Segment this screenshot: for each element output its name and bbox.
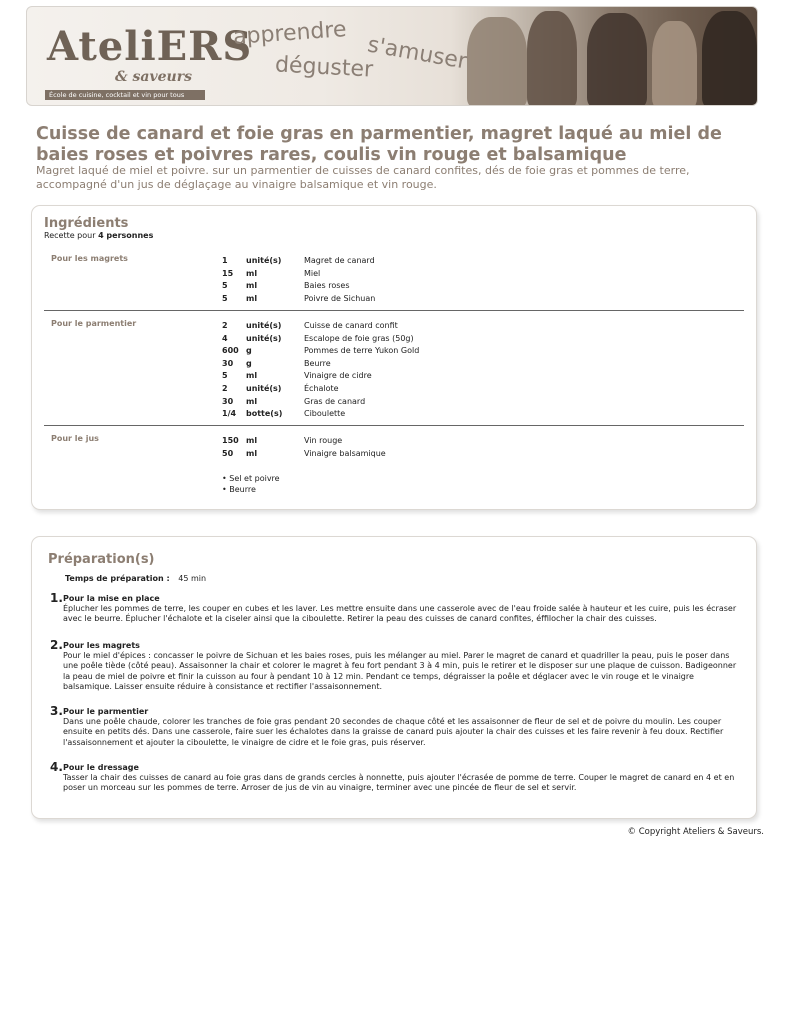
kitchen-photo <box>652 21 697 106</box>
step-number: 1. <box>50 591 63 605</box>
ingredient-unit: botte(s) <box>246 409 283 419</box>
ingredient-unit: ml <box>246 371 258 381</box>
ingredient-qty: 2 <box>222 383 228 393</box>
ingredient-unit: unité(s) <box>246 256 282 265</box>
ingredient-qty: 30 <box>222 358 234 368</box>
ingredient-row <box>222 358 504 371</box>
ingredient-qty: 150 <box>222 436 239 445</box>
servings-value: 4 personnes <box>98 231 154 240</box>
ingredient-row <box>222 293 504 306</box>
step-title: Pour le dressage <box>63 763 139 772</box>
ingredient-row <box>222 370 504 383</box>
ingredient-name: Beurre <box>304 358 331 368</box>
kitchen-photo <box>587 13 647 106</box>
ingredient-qty: 1 <box>222 256 228 265</box>
ingredient-name: Pommes de terre Yukon Gold <box>304 346 420 356</box>
ingredients-box <box>31 205 757 510</box>
preparation-box <box>31 536 757 819</box>
kitchen-photo <box>702 11 757 106</box>
ingredient-name: Baies roses <box>304 281 350 291</box>
ingredient-name: Escalope de foie gras (50g) <box>304 333 414 343</box>
ingredient-unit: g <box>246 346 252 356</box>
ingredient-row <box>222 408 504 421</box>
preparation-heading: Préparation(s) <box>48 552 155 567</box>
ingredient-row <box>222 333 504 346</box>
ingredient-qty: 5 <box>222 281 228 291</box>
ingredient-qty: 15 <box>222 268 234 278</box>
ingredient-name: Vin rouge <box>304 436 343 445</box>
ingredient-unit: unité(s) <box>246 383 282 393</box>
ingredient-row <box>222 320 504 333</box>
ingredient-row <box>222 280 504 293</box>
prep-time <box>65 574 206 583</box>
section-divider <box>44 425 744 426</box>
step-number: 4. <box>50 760 63 774</box>
ingredient-unit: ml <box>246 281 258 291</box>
ingredient-qty: 5 <box>222 371 228 381</box>
tagline-deguster: déguster <box>274 52 374 83</box>
step-title: Pour les magrets <box>63 641 140 650</box>
servings-prefix: Recette pour <box>44 231 96 240</box>
step-text: Dans une poêle chaude, colorer les tranches de foie gras pendant 20 secondes de chaque côté et les assaisonner de fleur de sel et de poivre du moulin. Les couper ensuite en petits dés. Dans une casserole, faire suer les échalotes dans la graisse de canard puis ajouter la chair des cuisses et les faire revenir à feu doux. Rectifier l'assaisonnement et ajouter la ciboulette, le vinaigre de cidre et le foie gras, puis réserver. <box>63 717 724 747</box>
ingredient-unit: unité(s) <box>246 321 282 330</box>
copyright-notice: © Copyright Ateliers & Saveurs. <box>627 827 764 837</box>
step-text: Tasser la chair des cuisses de canard au foie gras dans de grands cercles à nonnette, puis ajouter l'écrasée de pomme de terre. Couper le magret de canard en 4 et en poser un morceau sur les pommes de terre. Arroser de jus de vin au vinaigre, terminer avec une pincée de fleur de sel et servir. <box>63 773 735 793</box>
step-number: 3. <box>50 704 63 718</box>
site-banner <box>26 6 758 106</box>
section-label: Pour les magrets <box>51 254 128 263</box>
step-title: Pour la mise en place <box>63 594 160 603</box>
extra-ingredients <box>222 474 280 495</box>
ingredient-row <box>222 396 504 409</box>
ingredient-name: Gras de canard <box>304 396 366 406</box>
servings-line <box>44 231 153 240</box>
tagline-samuser: s'amuser <box>365 32 469 75</box>
ingredient-row <box>222 255 504 268</box>
recipe-title: Cuisse de canard et foie gras en parmentier, magret laqué au miel de baies roses et poivres rares, coulis vin rouge et balsamique <box>36 124 722 165</box>
step-number: 2. <box>50 638 63 652</box>
ingredient-qty: 30 <box>222 396 234 406</box>
ingredient-name: Miel <box>304 268 321 278</box>
ingredient-row <box>222 345 504 358</box>
ingredient-name: Poivre de Sichuan <box>304 293 376 303</box>
ingredient-unit: ml <box>246 268 258 278</box>
ingredient-qty: 4 <box>222 333 228 343</box>
ingredient-row <box>222 448 504 461</box>
ingredient-qty: 1/4 <box>222 409 237 419</box>
prep-time-value: 45 min <box>178 574 207 583</box>
recipe-subtitle: Magret laqué de miel et poivre. sur un parmentier de cuisses de canard confites, dés de foie gras et pommes de terre, accompagné d'un jus de déglaçage au vinaigre balsamique et vin rouge. <box>36 164 690 191</box>
kitchen-photo <box>467 17 527 106</box>
ingredients-heading: Ingrédients <box>44 216 129 231</box>
ingredient-name: Échalote <box>304 383 339 393</box>
ingredient-qty: 600 <box>222 346 239 356</box>
list-item: • Beurre <box>222 484 256 494</box>
ingredient-unit: ml <box>246 293 258 303</box>
kitchen-photo <box>527 11 577 106</box>
step-text: Pour le miel d'épices : concasser le poivre de Sichuan et les baies roses, puis les mélanger au miel. Parer le magret de canard et quadriller la peau, puis le poser dans une poêle tiède (côté peau). Assaisonner la chair et colorer le magret à feu fort pendant 3 à 4 min, puis le retirer et le disposer sur une plaque de cuisson. Badigeonner la peau de miel de poivre et finir la cuisson au four à pendant 10 à 12 min. Pendant ce temps, dégraisser la poêle et déglacer avec le vin rouge et le vinaigre balsamique. Laisser ensuite réduire à consistance et rectifier l'assaisonnement. <box>63 651 737 691</box>
ingredient-unit: unité(s) <box>246 333 282 343</box>
ingredient-unit: ml <box>246 436 258 445</box>
section-divider <box>44 310 744 311</box>
ingredient-name: Vinaigre de cidre <box>304 371 372 381</box>
section-label: Pour le jus <box>51 434 99 443</box>
ingredient-row <box>222 435 504 448</box>
tagline-apprendre: apprendre <box>232 17 348 50</box>
logo-subtitle: & saveurs <box>115 69 192 85</box>
list-item: • Sel et poivre <box>222 474 280 483</box>
step-title: Pour le parmentier <box>63 707 149 716</box>
prep-time-label: Temps de préparation : <box>65 574 170 583</box>
ingredient-unit: g <box>246 358 252 368</box>
ingredient-qty: 50 <box>222 448 234 458</box>
ingredient-name: Ciboulette <box>304 409 346 419</box>
ingredient-qty: 2 <box>222 321 228 330</box>
section-label: Pour le parmentier <box>51 319 137 328</box>
ingredient-name: Cuisse de canard confit <box>304 321 398 330</box>
ingredient-row <box>222 268 504 281</box>
step-text: Éplucher les pommes de terre, les couper en cubes et les laver. Les mettre ensuite dans une casserole avec de l'eau froide salée à hauteur et les cuire, puis les écraser avec le beurre. Éplucher l'échalote et la ciseler ainsi que la ciboulette. Retirer la peau des cuisses de canard confites, éffilocher la chair des cuisses. <box>63 604 737 624</box>
ingredient-name: Magret de canard <box>304 256 375 265</box>
ingredient-unit: ml <box>246 448 258 458</box>
site-logo[interactable]: AteliERS <box>47 23 253 70</box>
logo-tagline: École de cuisine, cocktail et vin pour tous <box>45 90 205 100</box>
ingredient-unit: ml <box>246 396 258 406</box>
ingredient-qty: 5 <box>222 293 228 303</box>
ingredient-row <box>222 383 504 396</box>
ingredient-name: Vinaigre balsamique <box>304 448 386 458</box>
